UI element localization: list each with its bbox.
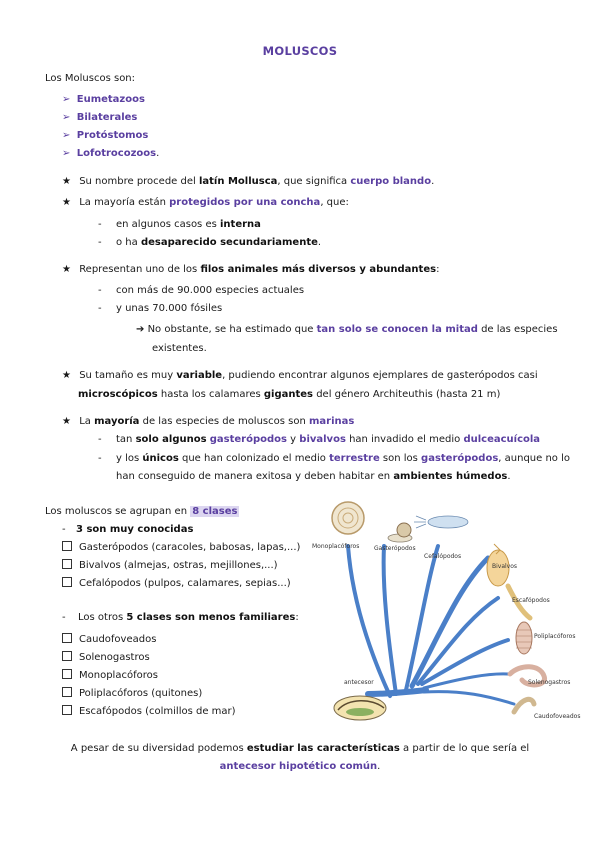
checkbox-icon bbox=[62, 669, 72, 679]
paragraph-habitat: ★ La mayoría de las especies de moluscos son marinas bbox=[62, 416, 355, 427]
habitat-item-1: - tan solo algunos gasterópodos y bivalvos han invadido el medio dulceacuícola bbox=[98, 434, 541, 445]
star-icon: ★ bbox=[62, 264, 71, 275]
other-header: - Los otros 5 clases son menos familiares: bbox=[62, 612, 299, 623]
other-item-4: Poliplacóforos (quitones) bbox=[62, 687, 202, 701]
label-escafopodos: Escafópodos bbox=[512, 597, 550, 604]
label-poliplacoforos: Poliplacóforos bbox=[534, 633, 576, 640]
polyplacophora-chiton bbox=[516, 622, 532, 654]
arrow-icon: ➢ bbox=[62, 94, 71, 105]
shell-item-2: - o ha desaparecido secundariamente. bbox=[98, 237, 322, 248]
arrow-icon: ➢ bbox=[62, 130, 71, 141]
habitat-item-2: - y los únicos que han colonizado el medio terrestre son los gasterópodos, aunque no lo bbox=[98, 453, 570, 464]
caudofoveate-worm bbox=[514, 699, 534, 712]
label-solenogastros: Solenogastros bbox=[528, 679, 571, 686]
classes-intro: Los moluscos se agrupan en 8 clases bbox=[45, 506, 238, 517]
paragraph-shell: ★ La mayoría están protegidos por una concha, que: bbox=[62, 197, 349, 208]
right-arrow-icon: ➔ bbox=[136, 324, 145, 335]
checkbox-icon bbox=[62, 633, 72, 643]
type-item-1: ➢ Eumetazoos bbox=[62, 94, 145, 105]
diversity-note-line2: existentes. bbox=[152, 343, 207, 354]
conclusion-line2: antecesor hipotético común. bbox=[219, 761, 381, 772]
shell-item-1: - en algunos casos es interna bbox=[98, 219, 261, 230]
label-gasteropodos: Gasterópodos bbox=[374, 545, 416, 552]
checkbox-icon bbox=[62, 687, 72, 697]
star-icon: ★ bbox=[62, 416, 71, 427]
page-title: MOLUSCOS bbox=[262, 44, 338, 58]
paragraph-name-origin: ★ Su nombre procede del latín Mollusca, que significa cuerpo blando. bbox=[62, 176, 435, 187]
type-item-2: ➢ Bilaterales bbox=[62, 112, 138, 123]
star-icon: ★ bbox=[62, 370, 71, 381]
checkbox-icon bbox=[62, 705, 72, 715]
habitat-item-2-line2: han conseguido de manera exitosa y deben habitar en ambientes húmedos. bbox=[116, 471, 511, 482]
checkbox-icon bbox=[62, 577, 72, 587]
arrow-icon: ➢ bbox=[62, 148, 71, 159]
type-item-4: ➢ Lofotrocozoos. bbox=[62, 148, 160, 159]
checkbox-icon bbox=[62, 559, 72, 569]
arrow-icon: ➢ bbox=[62, 112, 71, 123]
known-item-3: Cefalópodos (pulpos, calamares, sepias...) bbox=[62, 577, 291, 591]
diversity-item-1: - con más de 90.000 especies actuales bbox=[98, 285, 305, 296]
checkbox-icon bbox=[62, 651, 72, 661]
conclusion-line1: A pesar de su diversidad podemos estudiar las características a partir de lo que sería el bbox=[70, 743, 530, 754]
star-icon: ★ bbox=[62, 197, 71, 208]
type-item-3: ➢ Protóstomos bbox=[62, 130, 149, 141]
paragraph-diversity: ★ Representan uno de los filos animales más diversos y abundantes: bbox=[62, 264, 440, 275]
other-item-2: Solenogastros bbox=[62, 651, 150, 665]
cephalopod-squid bbox=[414, 516, 468, 528]
label-caudofoveados: Caudofoveados bbox=[534, 713, 581, 720]
diversity-item-2: - y unas 70.000 fósiles bbox=[98, 303, 223, 314]
label-cefalopodos: Cefalópodos bbox=[424, 553, 462, 560]
paragraph-size: ★ Su tamaño es muy variable, pudiendo encontrar algunos ejemplares de gasterópodos casi bbox=[62, 370, 538, 381]
label-antecesor: antecesor bbox=[344, 679, 374, 686]
other-item-1: Caudofoveados bbox=[62, 633, 156, 647]
star-icon: ★ bbox=[62, 176, 71, 187]
paragraph-size-line2: microscópicos hasta los calamares gigantes del género Architeuthis (hasta 21 m) bbox=[78, 389, 501, 400]
intro-text: Los Moluscos son: bbox=[45, 73, 136, 84]
other-item-3: Monoplacóforos bbox=[62, 669, 158, 683]
known-item-2: Bivalvos (almejas, ostras, mejillones,...) bbox=[62, 559, 278, 573]
mollusc-phylogeny-figure bbox=[308, 498, 581, 728]
other-item-5: Escafópodos (colmillos de mar) bbox=[62, 705, 236, 719]
label-bivalvos: Bivalvos bbox=[492, 563, 518, 570]
known-item-1: Gasterópodos (caracoles, babosas, lapas,...) bbox=[62, 541, 300, 555]
known-header: - 3 son muy conocidas bbox=[62, 524, 194, 535]
checkbox-icon bbox=[62, 541, 72, 551]
label-monoplacoforos: Monoplacóforos bbox=[312, 543, 360, 550]
gastropod-snail bbox=[388, 523, 412, 542]
ancestor-illustration bbox=[334, 696, 386, 720]
monoplacophora-shell bbox=[332, 502, 364, 534]
diversity-note: ➔ No obstante, se ha estimado que tan solo se conocen la mitad de las especies bbox=[136, 324, 558, 335]
